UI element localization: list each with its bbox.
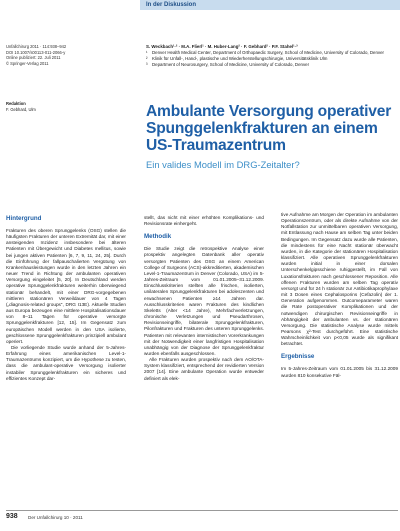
text-column-2 [144,215,264,382]
meta-line: © Springer-Verlag 2011 [6,60,49,66]
journal-issue: Der Unfallchirurg 10 · 2011 [28,515,83,520]
affiliation [146,62,396,68]
section-heading: Methodik [144,233,172,241]
section-label: In der Diskussion [146,2,197,8]
text-column-1 [6,215,126,382]
affiliation-number: ² [146,55,148,61]
paragraph: Die Studie zeigt die retrospektive Analyse einer prospektiv angelegten Datenbank aller operativ versorgten Patienten des OSG an einem American College of Surgeons (ACS)-akkreditierten, akademischen Level-1-Traumazentrum in Denver (Colorado, USA) im 5-Jahres-Zeitraum vom 01.01.2005–31.12.2009. Einschlusskriterien stellten alle frischen, isolierten, unilateralen Sprunggelenkfrakturen bei adoleszenten und erwachsenen Patienten ≥14 Jahren dar. Ausschlusskriterien waren Frakturen des kindlichen Skeletts (Alter <14 Jahre), Mehrfachverletzungen, chronische Verletzungen und Pseudarthrosen, Revisionseingriffe, bilaterale Sprunggelenkfrakturen, Pilonfrakturen und Frakturen des unteren Sprunggelenks. Patienten mit relevanten internistischen Vorerkrankungen mit der Notwendigkeit einer langfristigen Hospitalisation unabhängig von der Diagnose der Sprunggelenkfraktur wurden ebenfalls ausgeschlossen. [144,246,264,356]
paragraph: Im 5-Jahres-Zeitraum vom 01.01.2005 bis 31.12.2009 wurden 810 konsekutive Fäl- [281,366,398,378]
meta-line: Online publiziert: 22. Juli 2011 [6,55,61,61]
paragraph: tive Aufnahme am Morgen der Operation im ambulanten Operationszentrum, oder als direkte Aufnahme von der Notfallstation zur unmittelbaren operativen Versorgung, mit Entlassung nach Hause am selben Tag unter beiden Bedingungen. Im Gegensatz dazu wurde alle Patienten, die mindestens für eine Nacht stationär überwacht wurden, in die Kategorie der stationären Hospitalisation klassifiziert. Alle operativen Sprunggelenkfrakturen wurden initial in einer dorsalen Unterschenkelgipsschiene ruhiggestellt, im Fall von Luxationsfrakturen nach geschlossener Reposition. Alle offenen Frakturen wurden am selben Tag operativ versorgt und für 24 h stationär zur Antibiotikaprophylaxe mit 3 Dosen eines Cephalosporins (Cefazolin) der 1. Generation aufgenommen. Outcomeparameter waren die Rate postoperativer Komplikationen und der notwendigen chirurgischen Revisionseingriffe in Abhängigkeit der ambulanten vs. der stationären Versorgung. Die statistische Analyse wurde mittels Pearsons χ²-Test durchgeführt. Eine statistische Wahrscheinlichkeit von p<0,05 wurde als signifikant betrachtet. [281,212,398,347]
page-number: 938 [6,513,18,520]
affiliation-number: ¹ [146,49,148,55]
section-heading: Ergebnisse [281,353,315,361]
affiliation-text: Klinik für Unfall-, Hand-, plastische und Wiederherstellungschirurgie, Universitätsklinik Ulm [152,55,328,61]
affiliation-text: Denver Health Medical Center, Department of Orthopaedic Surgery, School of Medicine, University of Colorado, Denver [152,49,384,55]
paragraph: Die vorliegende Studie wurde anhand der 5-Jahres-Erfahrung eines amerikanischen Level-1-Traumazentrums konzipiert, um die Hypothese zu testen, dass die ambulant-operative Versorgung isolierter instabiler Sprunggelenkfrakturen ein sicheres und effizientes Konzept dar- [6,344,126,381]
affiliation-text: Department of Neurosurgery, School of Medicine, University of Colorado, Denver [152,61,310,67]
editor-note [6,101,116,112]
affiliation-number: ³ [146,61,148,67]
author-names: S. Weckbach¹·² · M.A. Flierl¹ · M. Huber-Lang² · F. Gebhard² · P.F. Stahel¹·³ [146,44,298,49]
paragraph: Alle Frakturen wurden prospektiv nach dem AO/OTA-System klassifiziert, entsprechend der revidierten Version 2007 [14]. Eine ambulante Operation wurde entweder definiert als elek- [144,357,264,381]
text-column-3 [281,212,398,379]
paragraph: stellt, das nicht mit einer erhöhten Komplikations- und Revisionsrate einhergeht. [144,215,264,227]
article-meta [6,44,126,66]
authors-block [146,44,396,68]
article-title: Ambulante Versorgung operativer Spunggelenkfrakturen an einem US-Traumazentrum [146,103,392,154]
meta-line: DOI 10.1007/s00113-011-2066-y [6,49,66,55]
page-footer [6,512,398,522]
editor-name: F. Gebhard, Ulm [6,106,36,112]
section-heading: Hintergrund [6,215,42,222]
editor-label: Redaktion [6,101,26,106]
footer-divider [6,510,398,511]
paragraph: Frakturen des oberen Sprunggelenks (OSG) stellen die häufigsten Frakturen der unteren Extremität dar, mit einer ansteigenden Inzidenz insbesondere bei älteren Patienten mit Übergewicht und Diabetes mellitus, sowie bei jungen aktiven Patienten [6, 7, 9, 11, 24, 25]. Durch die Einführung der fallpauschalierten Vergütung von Krankenhausleistungen wurde in den letzten Jahren ein neuer Trend in Richtung der ambulanten operativen Versorgung eingeleitet [5, 20]. In Deutschland werden operative Sprunggelenkfrakturen weiterhin überwiegend stationär behandelt, mit einer DRG-vorgegebenen mittleren stationären Verweildauer von 4 Tagen („diagnosis-related groups“, DRG I13E). Aktuelle Studien aus Europa bezeugen eine mittlere Hospitalisationsdauer von 8–11 Tagen für operative versorgte Sprunggelenkfrakturen [12, 15]. Im Gegensatz zum europäischen Modell werden in den USA isolierte, geschlossene Sprunggelenkfrakturen prinzipiell ambulant operiert. [6,228,126,344]
article-subtitle: Ein valides Modell im DRG-Zeitalter? [146,159,300,170]
meta-line: Unfallchirurg 2011 · 114:938–942 [6,44,67,49]
